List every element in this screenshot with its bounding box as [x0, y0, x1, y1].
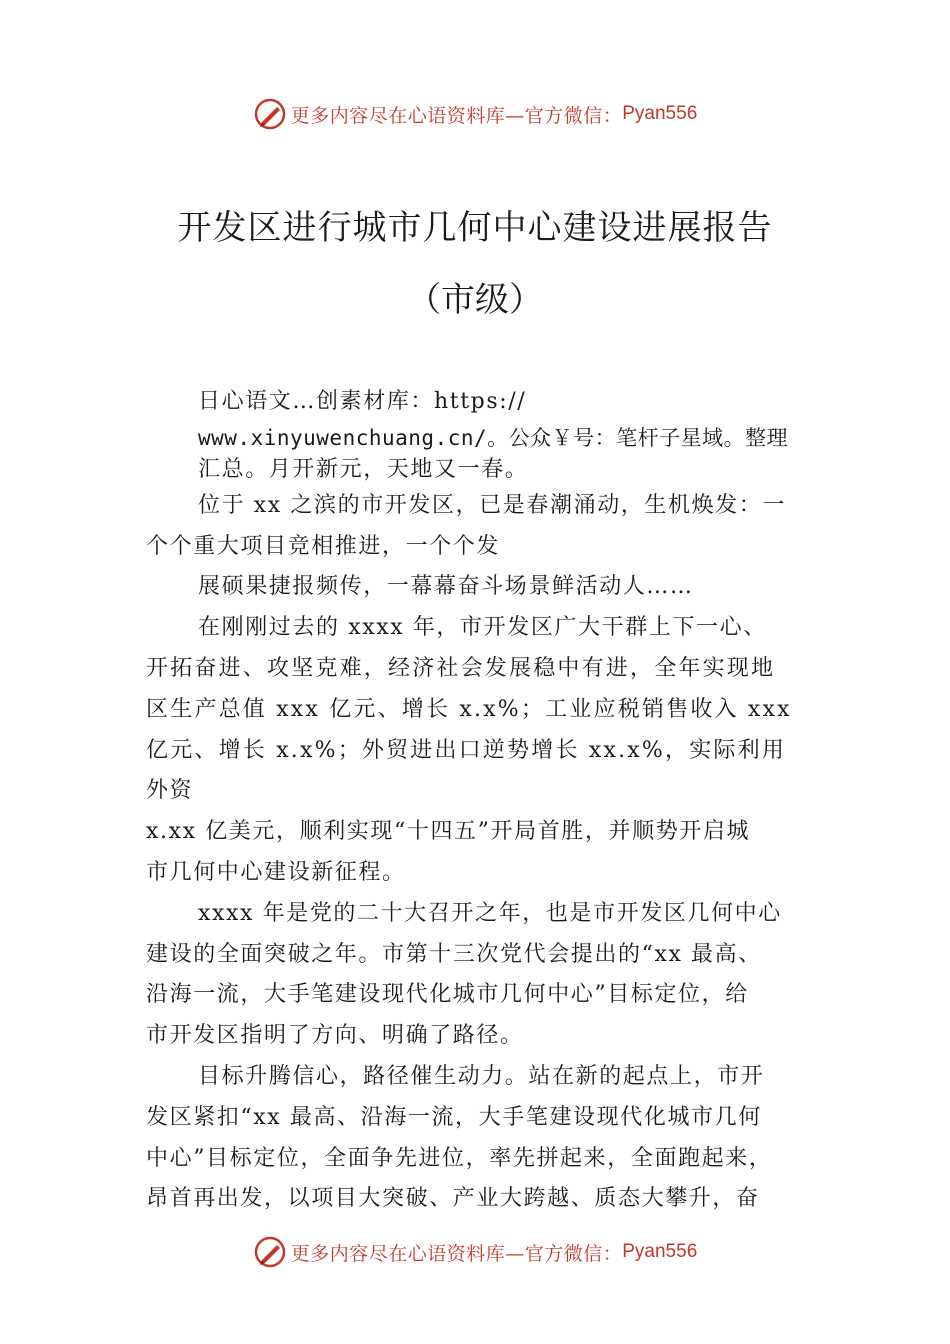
text-line: 发区紧扣“xx 最高、沿海一流，大手笔建设现代化城市几何 — [146, 1104, 762, 1130]
banner-text: 更多内容尽在心语资料库—官方微信： — [290, 1242, 623, 1265]
text-line: 位于 xx 之滨的市开发区，已是春潮涌动，生机焕发：一 — [198, 492, 787, 518]
text-line: x.xx 亿美元，顺利实现“十四五”开局首胜，并顺势开启城 — [146, 819, 751, 845]
text-line: 在刚刚过去的 xxxx 年，市开发区广大干群上下一心、 — [198, 615, 767, 641]
banner-text: 更多内容尽在心语资料库—官方微信： — [290, 104, 623, 127]
document-subtitle: （市级） — [407, 280, 543, 320]
wechat-id: Pyan556 — [622, 103, 698, 124]
text-line: 沿海一流，大手笔建设现代化城市几何中心”目标定位，给 — [146, 982, 749, 1008]
text-line: 开拓奋进、攻坚克难，经济社会发展稳中有进，全年实现地 — [146, 655, 776, 681]
text-line: 中心”目标定位，全面争先进位，率先拼起来，全面跑起来， — [146, 1145, 773, 1171]
text-line: xxxx 年是党的二十大召开之年，也是市开发区几何中心 — [198, 900, 782, 926]
text-line: 汇总。月开新元，天地又一春。 — [198, 456, 529, 482]
text-line: 个个重大项目竞相推进，一个个发 — [146, 533, 501, 559]
text-line: 日心语文…创素材库：https:// — [198, 389, 527, 414]
header-banner — [0, 94, 950, 134]
pen-logo-icon — [253, 97, 287, 131]
text-line: 市几何中心建设新征程。 — [146, 859, 406, 885]
text-line: 外资 — [146, 778, 194, 804]
text-line: 亿元、增长 x.x%；外贸进出口逆势增长 xx.x%，实际利用 — [146, 737, 787, 763]
text-line: www.xinyuwenchuang.cn/。公众￥号：笔杆子星域。整理 — [198, 425, 789, 450]
document-body — [146, 382, 818, 1220]
text-line: 目标升腾信心，路径催生动力。站在新的起点上，市开 — [198, 1063, 765, 1089]
footer-banner — [0, 1232, 950, 1272]
wechat-id: Pyan556 — [622, 1241, 698, 1262]
pen-logo-icon — [253, 1235, 287, 1269]
text-line: 区生产总值 xxx 亿元、增长 x.x%；工业应税销售收入 xxx — [146, 696, 792, 722]
text-line: 市开发区指明了方向、明确了路径。 — [146, 1023, 524, 1049]
text-line: 建设的全面突破之年。市第十三次党代会提出的“xx 最高、 — [146, 941, 762, 967]
text-line: 展硕果捷报频传，一幕幕奋斗场景鲜活动人…… — [198, 574, 694, 600]
text-line: 昂首再出发，以项目大突破、产业大跨越、质态大攀升，奋 — [146, 1186, 760, 1212]
document-title: 开发区进行城市几何中心建设进展报告 — [177, 208, 773, 248]
